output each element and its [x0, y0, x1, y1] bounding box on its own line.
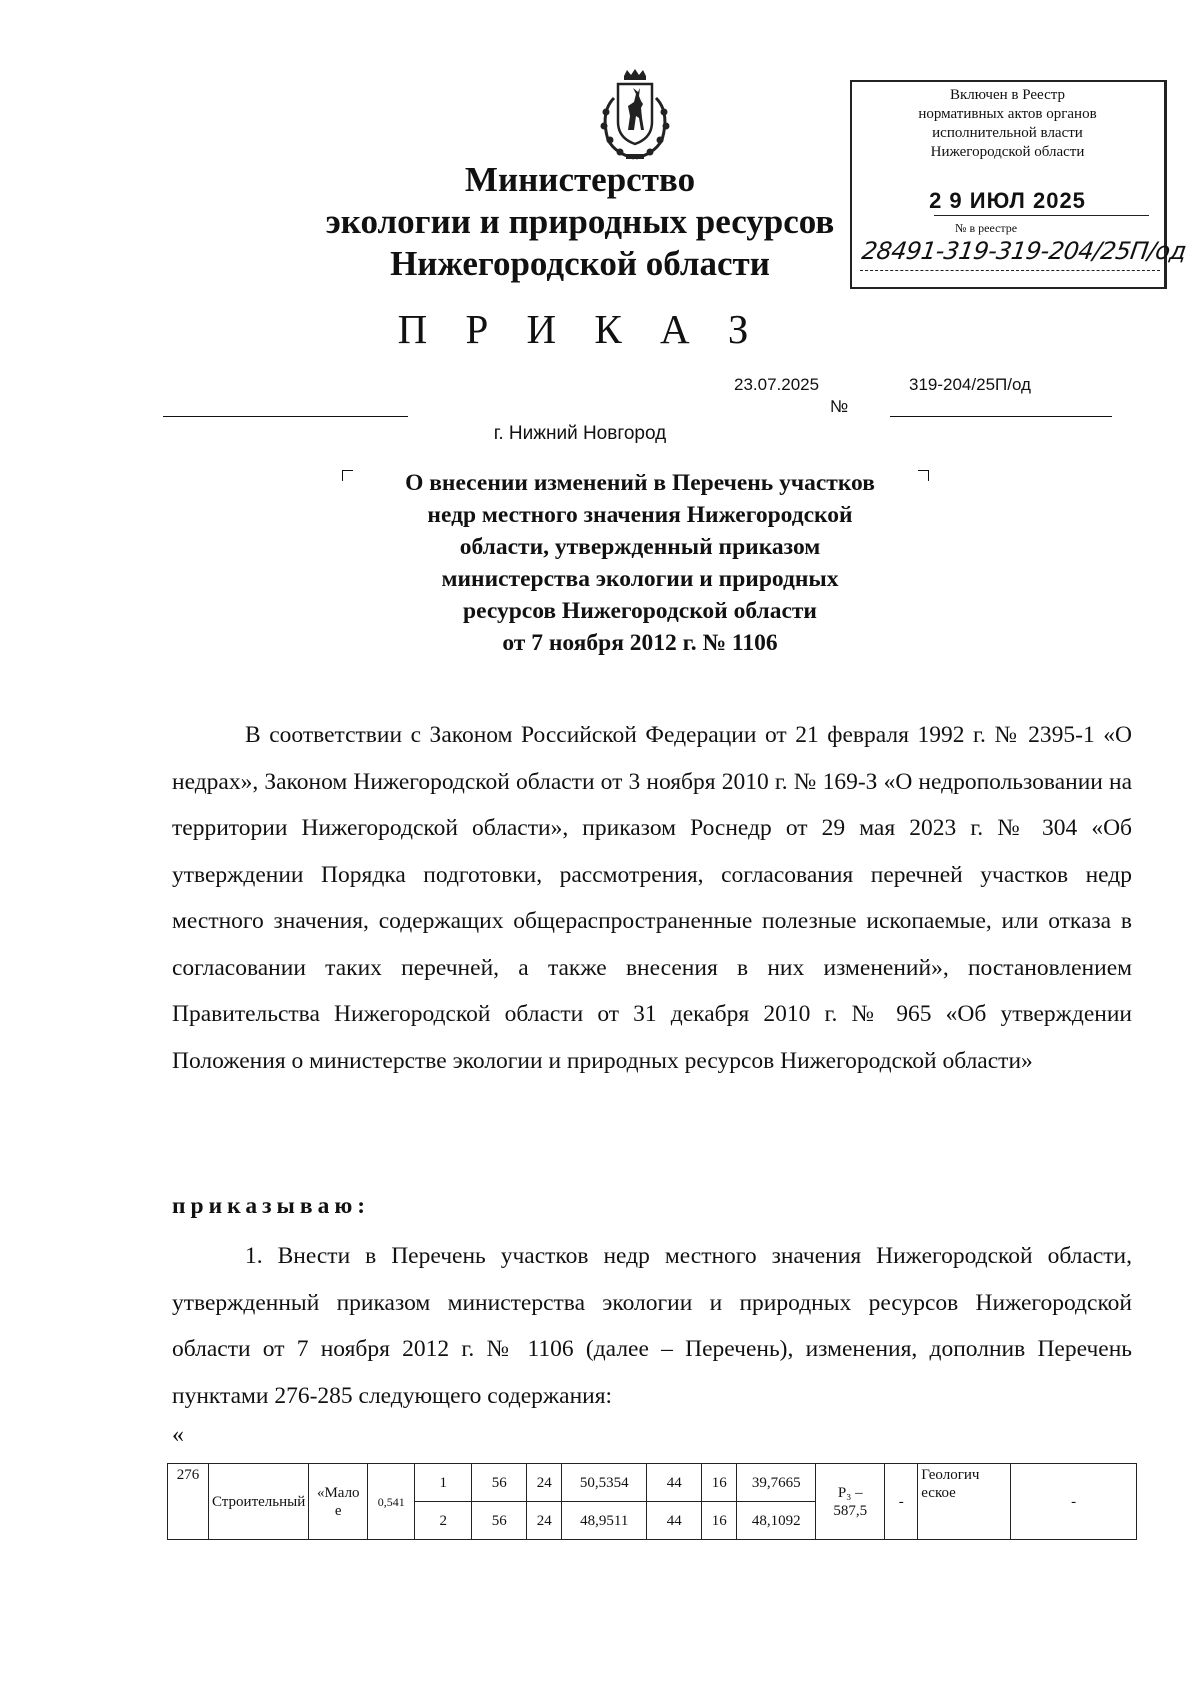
- table-cell-purpose: Геологич еское: [918, 1464, 1011, 1540]
- stamp-line: Нижегородской области: [930, 144, 1085, 160]
- stamp-line: нормативных актов органов: [918, 106, 1097, 122]
- date-underline: [163, 416, 408, 417]
- order-date: 23.07.2025: [734, 375, 820, 394]
- table-cell-row-number: 276: [168, 1464, 209, 1540]
- table-cell: 2: [415, 1502, 472, 1540]
- coat-of-arms-emblem: [594, 68, 676, 164]
- table-cell: 50,5354: [562, 1464, 647, 1502]
- stamp-registry-number: 28491-319-319-204/25П/од: [860, 237, 1188, 265]
- table-cell: 16: [702, 1502, 737, 1540]
- table-cell: 16: [702, 1464, 737, 1502]
- stamp-line: Включен в Реестр: [950, 87, 1065, 103]
- registry-stamp: [850, 80, 1188, 290]
- item-1-paragraph: 1. Внести в Перечень участков недр местного значения Нижегородской области, утвержденный приказом министерства экологии и природных ресурсов Нижегородской области от 7 ноября 2012 г. № 1106 (далее – Перечень), изменения, дополнив Перечень пунктами 276-285 следующего содержания:: [172, 1243, 1132, 1409]
- table-cell: 39,7665: [737, 1464, 816, 1502]
- table-cell-resources: P₃ – 587,5: [816, 1464, 885, 1540]
- orders-word: приказываю:: [172, 1193, 371, 1219]
- table-cell-last: -: [1011, 1464, 1137, 1540]
- table-cell-name: «Мало е: [309, 1464, 368, 1540]
- order-title: П Р И К А З: [397, 306, 763, 352]
- order-number: 319-204/25П/од: [909, 375, 1031, 394]
- subject-line: недр местного значения Нижегородской: [427, 502, 853, 528]
- table-cell: 44: [647, 1464, 702, 1502]
- table-cell: 48,1092: [737, 1502, 816, 1540]
- number-underline: [890, 416, 1112, 417]
- deposits-table: [167, 1463, 1137, 1540]
- order-subject: [350, 467, 930, 659]
- table-cell-area: 0,541: [368, 1464, 415, 1540]
- ministry-name-line1: Министерство: [464, 160, 696, 199]
- subject-line: области, утвержденный приказом: [459, 534, 821, 560]
- order-city: г. Нижний Новгород: [493, 423, 667, 444]
- table-cell-category: Строительный: [209, 1464, 309, 1540]
- stamp-date: 2 9 ИЮЛ 2025: [929, 188, 1086, 213]
- subject-line: от 7 ноября 2012 г. № 1106: [502, 630, 778, 656]
- table-cell: 24: [527, 1502, 562, 1540]
- stamp-line: исполнительной власти: [932, 125, 1083, 141]
- stamp-registry-underline: [860, 270, 1160, 271]
- subject-line: ресурсов Нижегородской области: [463, 598, 817, 624]
- stamp-registry-label: № в реестре: [955, 221, 1018, 235]
- table-cell: 24: [527, 1464, 562, 1502]
- table-cell: 56: [472, 1464, 527, 1502]
- open-quote: «: [172, 1422, 184, 1448]
- table-cell: 48,9511: [562, 1502, 647, 1540]
- stamp-date-underline: [934, 215, 1149, 216]
- table-row: [168, 1464, 1137, 1502]
- ministry-name-line3: Нижегородской области: [390, 244, 770, 283]
- subject-line: министерства экологии и природных: [441, 566, 839, 592]
- table-cell-dash: -: [885, 1464, 918, 1540]
- table-cell: 1: [415, 1464, 472, 1502]
- number-sign: №: [830, 397, 849, 416]
- preamble-paragraph: В соответствии с Законом Российской Федерации от 21 февраля 1992 г. № 2395-1 «О недрах», Законом Нижегородской области от 3 ноября 2010 г. № 169-З «О недропользовании на территории Нижегородской области», приказом Роснедр от 29 мая 2023 г. № 304 «Об утверждении Порядка подготовки, рассмотрения, согласования перечней участков недр местного значения, содержащих общераспространенные полезные ископаемые, или отказа в согласовании таких перечней, а также внесения в них изменений», постановлением Правительства Нижегородской области от 31 декабря 2010 г. № 965 «Об утверждении Положения о министерстве экологии и природных ресурсов Нижегородской области»: [172, 722, 1132, 1074]
- table-cell: 44: [647, 1502, 702, 1540]
- table-cell: 56: [472, 1502, 527, 1540]
- subject-line: О внесении изменений в Перечень участков: [405, 470, 875, 496]
- ministry-name-line2: экологии и природных ресурсов: [325, 202, 835, 241]
